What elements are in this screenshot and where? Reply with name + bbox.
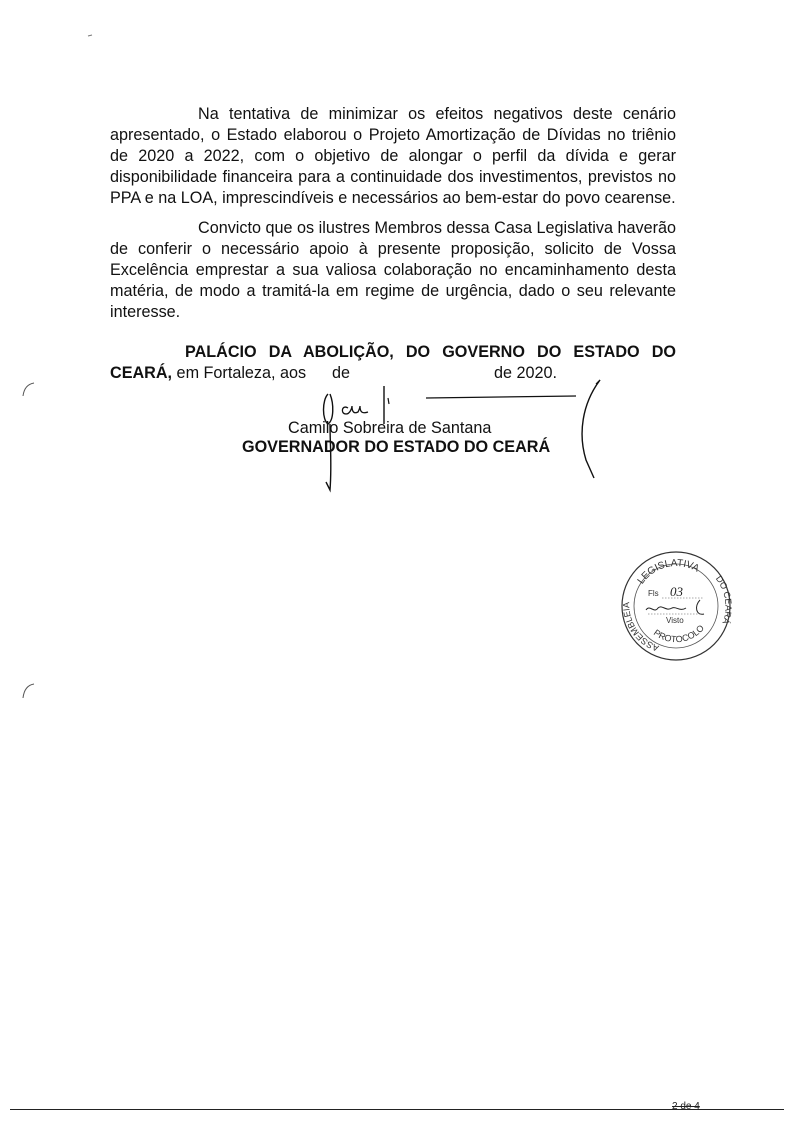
closing-palace-line: PALÁCIO DA ABOLIÇÃO, DO GOVERNO DO ESTADO DO [185,343,676,361]
date-month-prefix: de [332,364,351,382]
svg-text:PROTOCOLO [652,623,706,644]
stamp-fls-label: Fls [648,589,659,598]
stamp-top-text: LEGISLATIVA [635,557,701,587]
paragraph-urgency-request: Convicto que os ilustres Membros dessa Casa Legislativa haverão de conferir o necessário apoio à presente proposição, solicito de Vossa Excelência emprestar a sua valiosa colaboração no encaminhamento desta matéria, de modo a tramitá-la em regime de urgência, dado o seu relevante interesse. [110,219,676,321]
closing-state-name: CEARÁ, [110,364,173,382]
closing-city: em Fortaleza, aos [172,364,307,382]
page-number: 2 de 4 [672,1101,700,1112]
stamp-right-text: DO CEARÁ [713,573,734,626]
scan-mark-icon [20,680,40,700]
stamp-bottom-text: PROTOCOLO [651,622,707,645]
stamp-fls-value: 03 [670,584,683,599]
stamp-visto-label: Visto [666,616,684,625]
stamp-left-text: ASSEMBLEIA [621,601,661,654]
protocol-stamp-icon [618,548,734,664]
paragraph-debt-amortization: Na tentativa de minimizar os efeitos negativos deste cenário apresentado, o Estado elaborou o Projeto Amortização de Dívidas no triênio de 2020 a 2022, com o objetivo de alongar o perfil da dívida e gerar disponibilidade financeira para a continuidade dos investimentos, previstos no PPA e na LOA, imprescindíveis e necessários ao bem-estar do povo cearense. [110,105,676,207]
scan-mark-icon [20,380,40,400]
footer-rule [10,1109,784,1110]
date-year: de 2020. [494,364,558,382]
signatory-title: GOVERNADOR DO ESTADO DO CEARÁ [242,438,551,456]
signatory-name: Camilo Sobreira de Santana [288,419,492,437]
scan-mark-icon [84,28,104,48]
